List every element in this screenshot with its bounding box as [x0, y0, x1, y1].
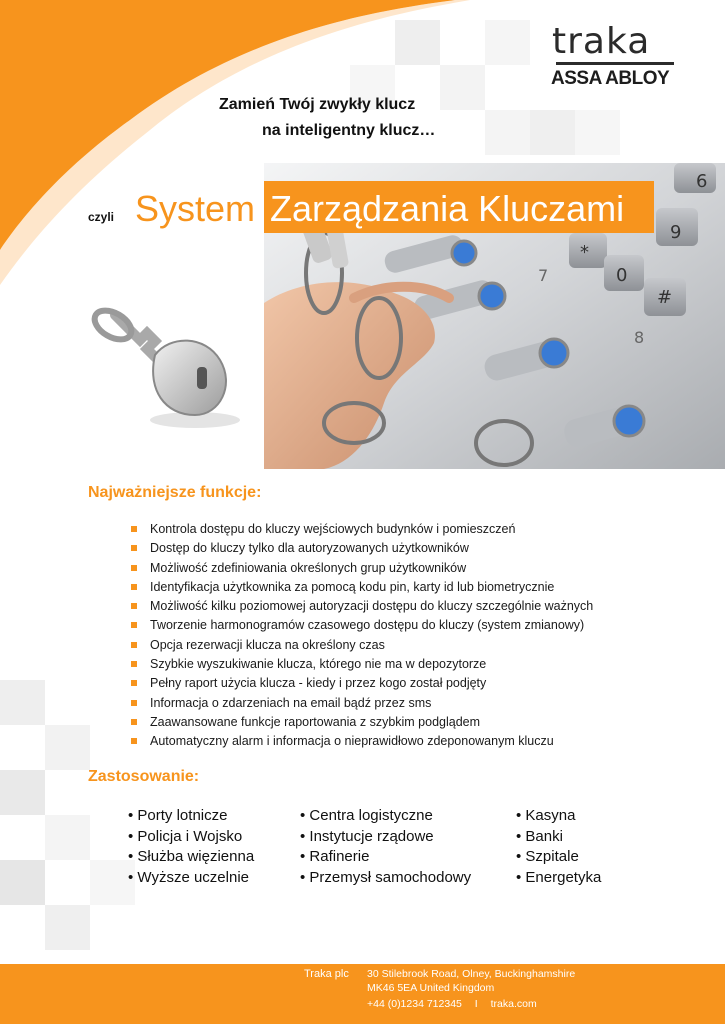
bullet-square-icon: [131, 526, 137, 532]
footer-contact-line: [367, 998, 537, 1010]
applications-column-1: [128, 806, 254, 889]
applications-title: Zastosowanie:: [88, 768, 200, 785]
application-item: • Przemysł samochodowy: [300, 869, 472, 887]
application-item: • Banki: [516, 827, 563, 845]
bullet-square-icon: [131, 622, 137, 628]
bullet-square-icon: [131, 584, 137, 590]
application-item: • Policja i Wojsko: [128, 827, 243, 845]
bullet-square-icon: [131, 545, 137, 551]
logo-underline: [556, 62, 674, 65]
footer-bar: [0, 964, 725, 1024]
title-system: System: [135, 188, 256, 229]
features-list: [128, 520, 593, 752]
svg-text:#: #: [657, 287, 673, 308]
svg-text:0: 0: [616, 265, 628, 286]
footer-address-line-1: 30 Stilebrook Road, Olney, Buckinghamshire: [367, 968, 576, 980]
bullet-square-icon: [131, 680, 137, 686]
headline-line-1: Zamień Twój zwykły klucz: [219, 96, 416, 113]
feature-item: Opcja rezerwacji klucza na określony czas: [128, 636, 593, 655]
svg-text:6: 6: [696, 171, 708, 192]
assa-abloy-logo: ASSA ABLOY: [551, 68, 670, 89]
key-icon: [85, 295, 245, 435]
feature-item: Szybkie wyszukiwanie klucza, którego nie ma w depozytorze: [128, 655, 593, 674]
feature-item: Kontrola dostępu do kluczy wejściowych budynków i pomieszczeń: [128, 520, 593, 539]
bullet-square-icon: [131, 700, 137, 706]
applications-column-3: [516, 806, 601, 889]
bullet-square-icon: [131, 642, 137, 648]
application-item: • Kasyna: [516, 807, 576, 824]
svg-text:9: 9: [670, 222, 682, 243]
title-prefix: czyli: [88, 210, 115, 224]
bullet-square-icon: [131, 603, 137, 609]
feature-item: Możliwość kilku poziomowej autoryzacji dostępu do kluczy szczególnie ważnych: [128, 597, 593, 616]
application-item: • Szpitale: [516, 848, 579, 866]
feature-item: Tworzenie harmonogramów czasowego dostępu do kluczy (system zmianowy): [128, 616, 593, 635]
feature-item: Automatyczny alarm i informacja o nieprawidłowo zdeponowanym kluczu: [128, 732, 593, 751]
footer-separator: I: [474, 998, 478, 1010]
application-item: • Służba więzienna: [128, 848, 255, 866]
feature-item: Dostęp do kluczy tylko dla autoryzowanych użytkowników: [128, 539, 593, 558]
bullet-square-icon: [131, 565, 137, 571]
features-title: Najważniejsze funkcje:: [88, 484, 262, 501]
application-item: • Rafinerie: [300, 848, 370, 866]
footer-company: Traka plc: [304, 968, 349, 980]
traka-logo: traka: [552, 21, 651, 62]
application-item: • Porty lotnicze: [128, 807, 228, 824]
svg-text:*: *: [580, 242, 589, 263]
feature-item: Pełny raport użycia klucza - kiedy i przez kogo został podjęty: [128, 674, 593, 693]
bullet-square-icon: [131, 719, 137, 725]
application-item: • Energetyka: [516, 869, 602, 887]
feature-item: Możliwość zdefiniowania określonych grup użytkowników: [128, 559, 593, 578]
bullet-square-icon: [131, 661, 137, 667]
application-item: • Centra logistyczne: [300, 807, 433, 824]
application-item: • Instytucje rządowe: [300, 827, 434, 845]
feature-item: Identyfikacja użytkownika za pomocą kodu pin, karty id lub biometrycznie: [128, 578, 593, 597]
applications-column-2: [300, 806, 471, 889]
feature-item: Zaawansowane funkcje raportowania z szybkim podglądem: [128, 713, 593, 732]
svg-text:7: 7: [538, 266, 549, 285]
svg-text:8: 8: [634, 328, 645, 347]
grey-squares-left: [0, 680, 135, 950]
application-item: • Wyższe uczelnie: [128, 869, 249, 887]
title-key-management: Zarządzania Kluczami: [270, 188, 625, 229]
headline-line-2: na inteligentny klucz…: [262, 122, 436, 139]
footer-address-line-2: MK46 5EA United Kingdom: [367, 982, 495, 994]
footer-website-link[interactable]: traka.com: [490, 998, 537, 1010]
feature-item: Informacja o zdarzeniach na email bądź przez sms: [128, 694, 593, 713]
footer-phone: +44 (0)1234 712345: [367, 998, 462, 1010]
bullet-square-icon: [131, 738, 137, 744]
